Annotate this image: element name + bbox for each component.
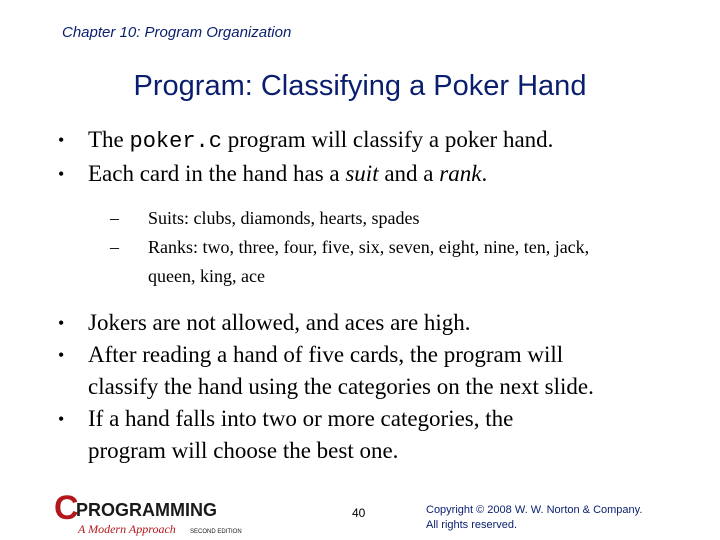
bullet-text: .	[481, 161, 488, 186]
bullet-item	[58, 124, 698, 158]
chapter-header: Chapter 10: Program Organization	[62, 24, 292, 41]
logo-wordmark: PROGRAMMING	[76, 500, 217, 520]
bullet-text: The	[88, 127, 130, 152]
sub-bullet-marker: –	[110, 237, 119, 257]
bullet-marker: •	[58, 313, 65, 333]
bullet-list	[58, 124, 698, 467]
bullet-text: After reading a hand of five cards, the program will	[88, 342, 564, 367]
sub-bullet-item	[110, 204, 698, 233]
sub-bullet-item	[110, 233, 698, 291]
logo-letter-c: C	[54, 492, 79, 527]
bullet-text: program will classify a poker hand.	[221, 127, 554, 152]
bullet-text: classify the hand using the categories on the next slide.	[88, 374, 594, 399]
bullet-item	[58, 339, 698, 403]
logo-edition: SECOND EDITION	[190, 529, 242, 535]
copyright-notice	[426, 503, 642, 533]
sub-bullet-text: Ranks: two, three, four, five, six, seven, eight, nine, ten, jack,	[148, 237, 590, 257]
bullet-text: program will choose the best one.	[88, 438, 399, 463]
bullet-text: and a	[378, 161, 440, 186]
page-number: 40	[352, 506, 366, 520]
bullet-item	[58, 158, 698, 190]
bullet-item	[58, 403, 698, 467]
bullet-item	[58, 307, 698, 339]
bullet-marker: •	[58, 409, 65, 429]
emphasis-suit: suit	[345, 161, 379, 186]
bullet-text: Each card in the hand has a	[88, 161, 346, 186]
emphasis-rank: rank	[439, 161, 482, 186]
sub-bullet-text: queen, king, ace	[148, 266, 265, 286]
bullet-marker: •	[58, 164, 65, 184]
sub-bullet-list	[110, 204, 698, 291]
copyright-line: All rights reserved.	[426, 519, 518, 531]
bullet-text: If a hand falls into two or more categories, the	[88, 406, 514, 431]
bullet-marker: •	[58, 130, 65, 150]
c-programming-logo	[54, 492, 274, 538]
bullet-text: Jokers are not allowed, and aces are high.	[88, 310, 471, 335]
code-filename: poker.c	[129, 129, 222, 154]
logo-subtitle: A Modern Approach	[78, 522, 176, 536]
copyright-line: Copyright © 2008 W. W. Norton & Company.	[426, 504, 643, 516]
bullet-marker: •	[58, 345, 65, 365]
slide-title: Program: Classifying a Poker Hand	[133, 70, 587, 102]
sub-bullet-text: Suits: clubs, diamonds, hearts, spades	[148, 208, 420, 228]
sub-bullet-marker: –	[110, 208, 119, 228]
